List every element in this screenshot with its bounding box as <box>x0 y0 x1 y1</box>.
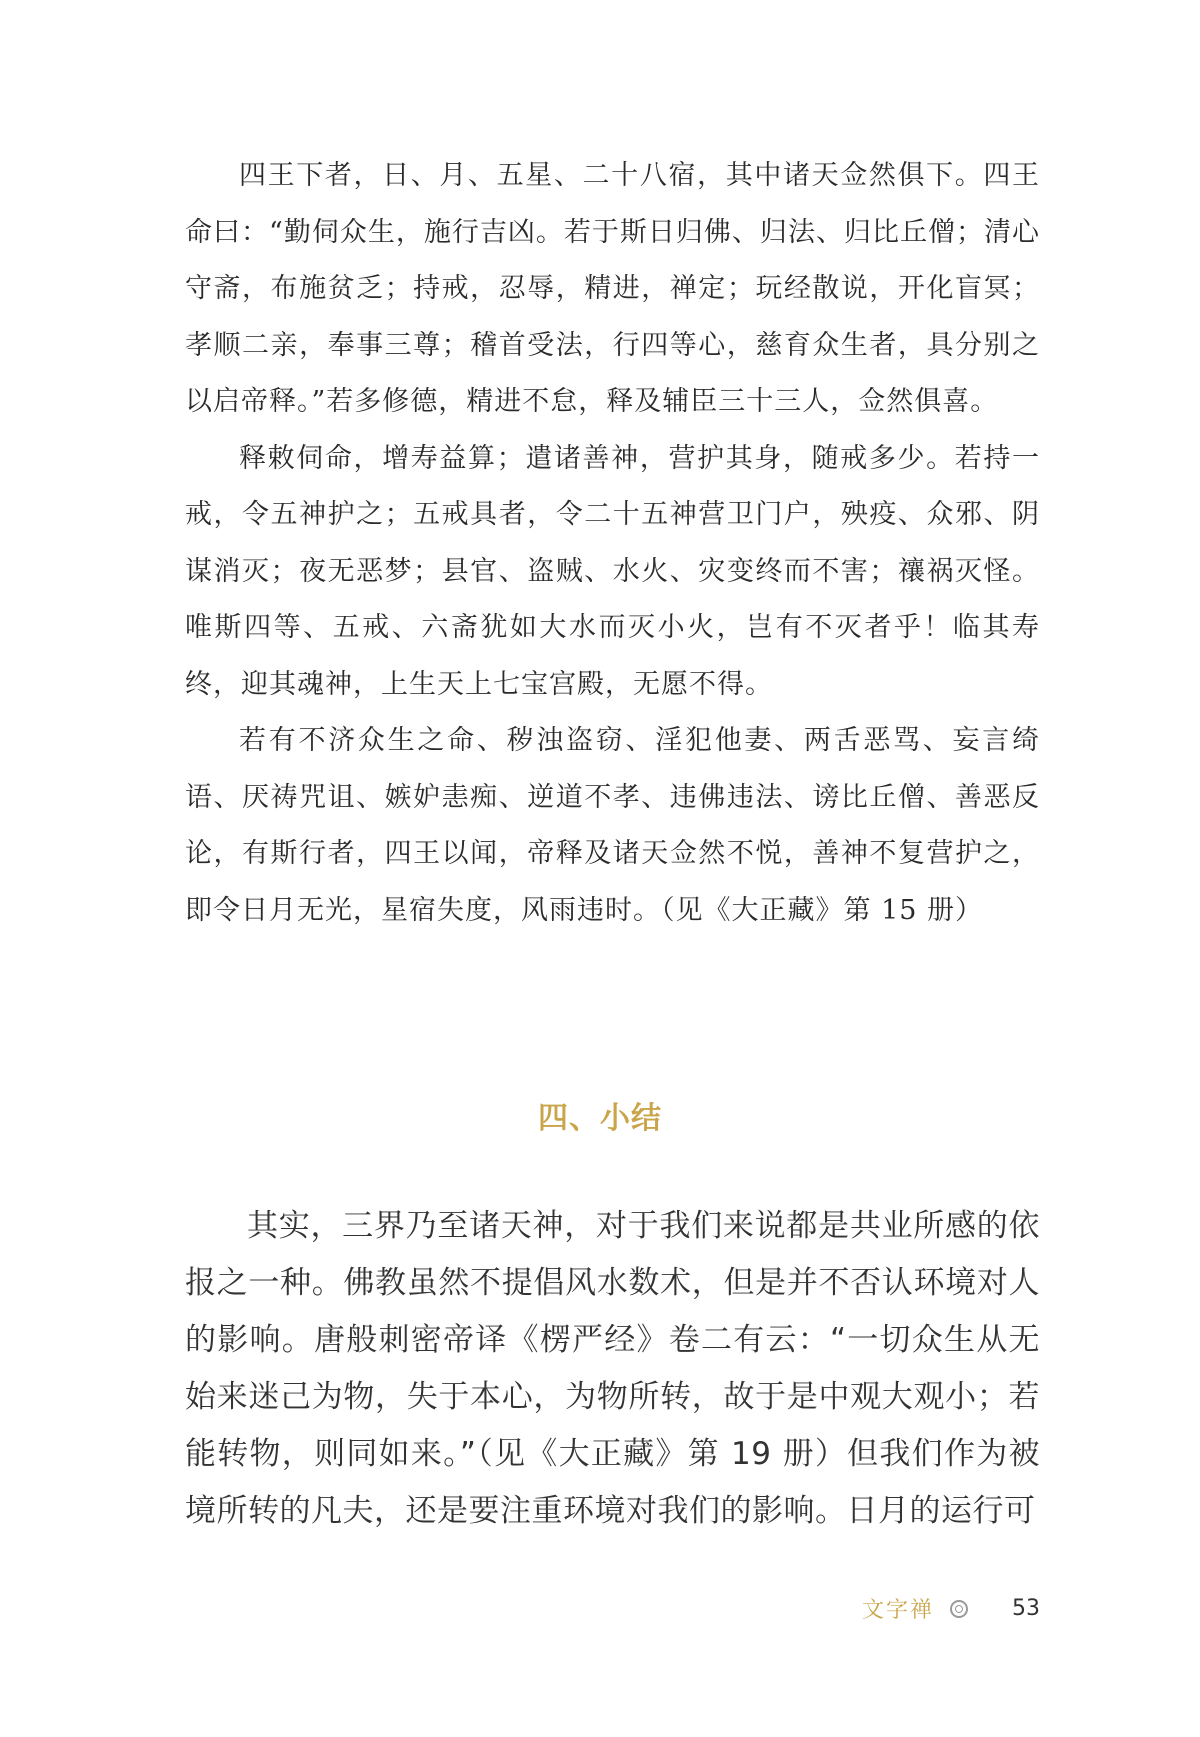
body-paragraph-1: 其实，三界乃至诸天神，对于我们来说都是共业所感的依报之一种。佛教虽然不提倡风水数术，但是并不否认环境对人的影响。唐般刺密帝译《楞严经》卷二有云：“一切众生从无始来迷己为物，失于本心，为物所转，故于是中观大观小；若能转物，则同如来。”（见《大正藏》第 19 册）但我们作为被境所转的凡夫，还是要注重环境对我们的影响。日月的运行可 <box>185 1208 1040 1529</box>
double-circle-icon <box>950 1600 968 1618</box>
footer-book-title: 文字禅 <box>861 1598 934 1623</box>
body-text <box>185 1198 1040 1540</box>
page-number: 53 <box>1012 1596 1040 1621</box>
quote-paragraph-3: 若有不济众生之命、秽浊盗窃、淫犯他妻、两舌恶骂、妄言绮语、厌祷咒诅、嫉妒恚痴、逆道不孝、违佛违法、谤比丘僧、善恶反论，有斯行者，四王以闻，帝释及诸天佥然不悦，善神不复营护之，即令日月无光，星宿失度，风雨违时。（见《大正藏》第 15 册） <box>185 725 1040 926</box>
section-heading: 四、小结 <box>538 1101 662 1136</box>
quote-paragraph-1: 四王下者，日、月、五星、二十八宿，其中诸天佥然俱下。四王命曰：“勤伺众生，施行吉凶。若于斯日归佛、归法、归比丘僧；清心守斋，布施贫乏；持戒，忍辱，精进，禅定；玩经散说，开化盲冥；孝顺二亲，奉事三尊；稽首受法，行四等心，慈育众生者，具分别之以启帝释。”若多修德，精进不怠，释及辅臣三十三人，佥然俱喜。 <box>185 160 1040 417</box>
page-footer <box>862 1593 1040 1624</box>
scripture-quote <box>185 148 1040 939</box>
quote-paragraph-2: 释敕伺命，增寿益算；遣诸善神，营护其身，随戒多少。若持一戒，令五神护之；五戒具者，令二十五神营卫门户，殃疫、众邪、阴谋消灭；夜无恶梦；县官、盗贼、水火、灾变终而不害；禳祸灭怪。唯斯四等、五戒、六斋犹如大水而灭小火，岂有不灭者乎！临其寿终，迎其魂神，上生天上七宝宫殿，无愿不得。 <box>185 442 1040 700</box>
